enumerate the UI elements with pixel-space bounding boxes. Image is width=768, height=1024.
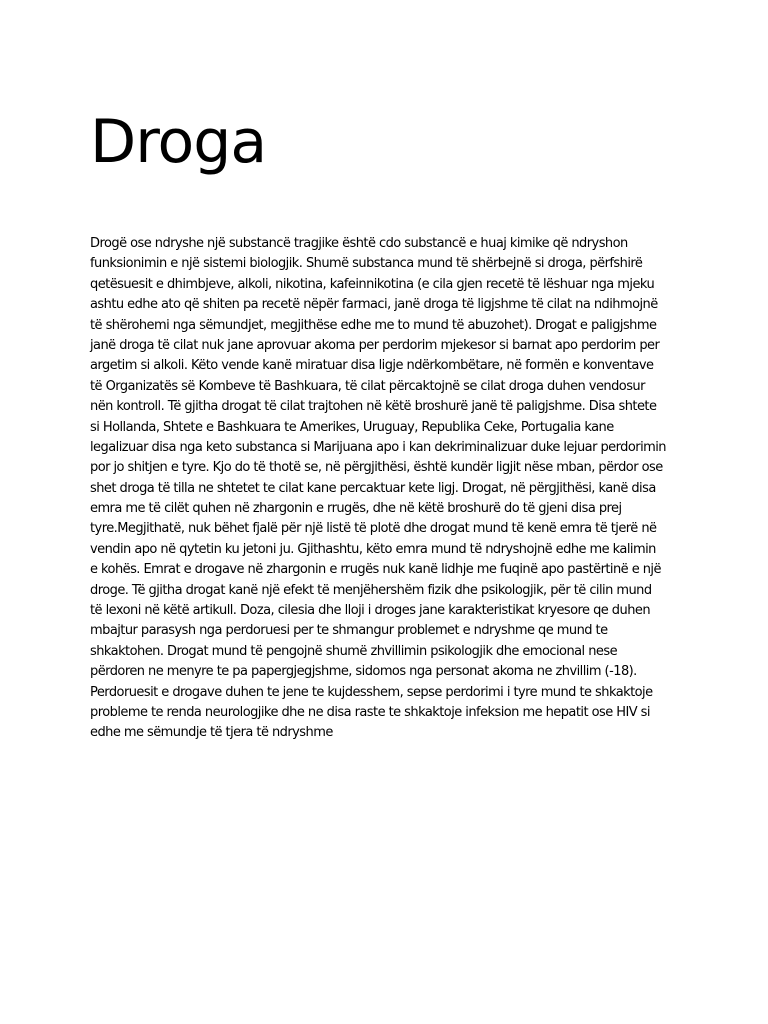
body-line: funksionimin e një sistemi biologjik. Shumë substanca mund të shërbejnë si droga, përfshirë <box>90 256 643 272</box>
body-line: argetim si alkoli. Këto vende kanë miratuar disa ligje ndërkombëtare, në formën e konventave <box>90 358 654 374</box>
body-line: qetësuesit e dhimbjeve, alkoli, nikotina, kafeinnikotina (e cila gjen recetë të lëshuar nga mjeku <box>90 276 655 292</box>
body-line: probleme te renda neurologjike dhe ne disa raste te shkaktoje infeksion me hepatit ose HIV si <box>90 704 650 720</box>
body-line: edhe me sëmundje të tjera të ndryshme <box>90 725 333 741</box>
body-line: droge. Të gjitha drogat kanë një efekt të menjëhershëm fizik dhe psikologjik, për të cilin mund <box>90 582 652 598</box>
document-body <box>90 234 680 744</box>
body-line: ashtu edhe ato që shiten pa recetë nëpër farmaci, janë droga të ligjshme të cilat na ndihmojnë <box>90 297 658 313</box>
body-line: janë droga të cilat nuk jane aprovuar akoma per perdorim mjekesor si barnat apo perdorim per <box>90 337 660 353</box>
body-line: e kohës. Emrat e drogave në zhargonin e rrugës nuk kanë lidhje me fuqinë apo pastërtinë e një <box>90 562 661 578</box>
body-line: emra me të cilët quhen në zhargonin e rrugës, dhe në këtë broshurë do të gjeni disa prej <box>90 501 622 517</box>
body-line: Perdoruesit e drogave duhen te jene te kujdesshem, sepse perdorimi i tyre mund te shkaktoje <box>90 684 653 700</box>
body-line: tyre.Megjithatë, nuk bëhet fjalë për një listë të plotë dhe drogat mund të kenë emra të tjerë në <box>90 521 657 537</box>
document-title: Droga <box>90 107 267 177</box>
body-line: të Organizatës së Kombeve të Bashkuara, të cilat përcaktojnë se cilat droga duhen vendosur <box>90 378 645 394</box>
body-line: si Hollanda, Shtete e Bashkuara te Amerikes, Uruguay, Republika Ceke, Portugalia kane <box>90 419 614 435</box>
body-line: shkaktohen. Drogat mund të pengojnë shumë zhvillimin psikologjik dhe emocional nese <box>90 643 618 659</box>
body-line: shet droga të tilla ne shtetet te cilat kane percaktuar kete ligj. Drogat, në përgjithësi, kanë disa <box>90 480 656 496</box>
body-line: mbajtur parasysh nga perdoruesi per te shmangur problemet e ndryshme qe mund te <box>90 623 608 639</box>
body-line: por jo shitjen e tyre. Kjo do të thotë se, në përgjithësi, është kundër ligjit nëse mban, përdor ose <box>90 460 663 476</box>
body-line: vendin apo në qytetin ku jetoni ju. Gjithashtu, këto emra mund të ndryshojnë edhe me kalimin <box>90 541 656 557</box>
body-line: Drogë ose ndryshe një substancë tragjike është cdo substancë e huaj kimike që ndryshon <box>90 236 628 251</box>
body-line: përdoren ne menyre te pa papergjegjshme, sidomos nga personat akoma ne zhvillim (-18). <box>90 664 637 680</box>
body-line: të shërohemi nga sëmundjet, megjithëse edhe me to mund të abuzohet). Drogat e paligjshme <box>90 317 657 333</box>
body-line: legalizuar disa nga keto substanca si Marijuana apo i kan dekriminalizuar duke lejuar perdorimin <box>90 439 666 455</box>
body-line: nën kontroll. Të gjitha drogat të cilat trajtohen në këtë broshurë janë të paligjshme. Disa shtete <box>90 399 657 415</box>
body-line: të lexoni në këtë artikull. Doza, cilesia dhe lloji i droges jane karakteristikat kryesore qe duhen <box>90 603 651 619</box>
